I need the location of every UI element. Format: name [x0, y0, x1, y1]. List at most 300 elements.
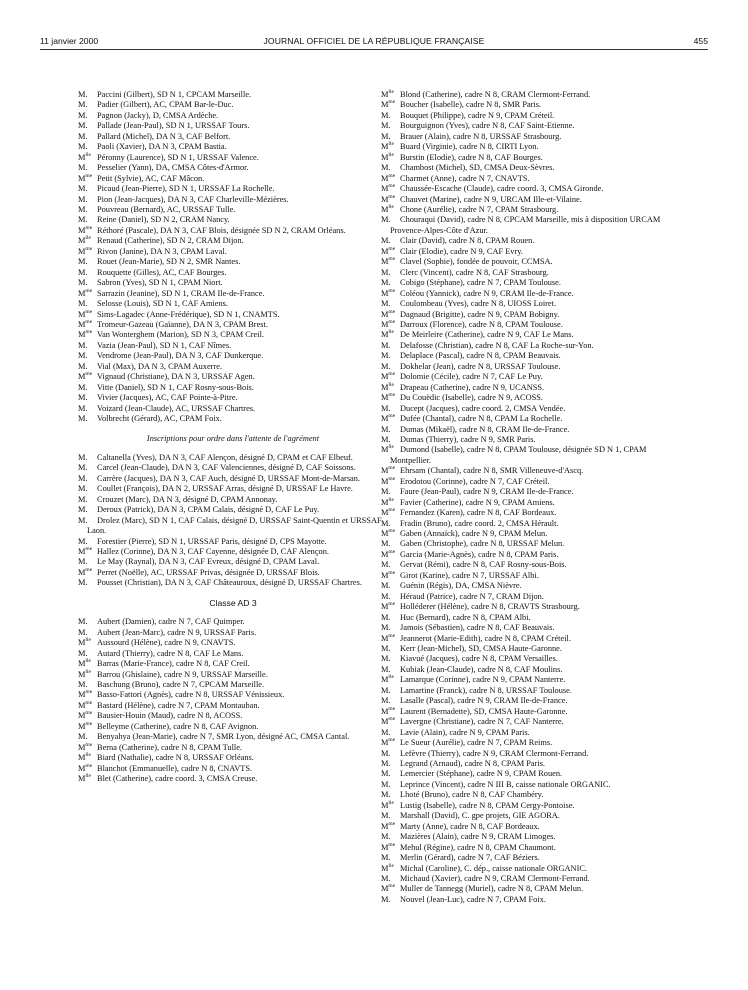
entry-text: Pagnon (Jacky), D, CMSA Ardèche.: [97, 110, 219, 120]
entry-text: Crouzet (Marc), DA N 3, désigné D, CPAM Annonay.: [97, 494, 278, 504]
list-entry: [78, 226, 388, 236]
list-entry: [381, 571, 681, 581]
list-entry: [78, 659, 388, 669]
entry-text: Péronny (Laurence), SD N 1, URSSAF Valence.: [97, 152, 259, 162]
list-entry: [381, 435, 681, 445]
honorific: $M^{me}$: [381, 841, 396, 852]
entry-text: Autard (Thierry), cadre N 8, CAF Le Mans.: [97, 648, 244, 658]
entry-text: Picaud (Jean-Pierre), SD N 1, URSSAF La Rochelle.: [97, 184, 275, 194]
list-entry: [78, 505, 388, 515]
honorific: M.: [78, 142, 88, 152]
list-entry: [381, 560, 681, 570]
entry-text: Pallard (Michel), DA N 3, CAF Belfort.: [97, 131, 231, 141]
list-entry: [78, 393, 388, 403]
entry-text: Delafosse (Christian), cadre N 8, CAF La Roche-sur-Yon.: [400, 340, 594, 350]
entry-text: Dumond (Isabelle), cadre N 8, CPAM Toulouse, désignée SD N 1, CPAM Montpellier.: [390, 445, 647, 465]
honorific: $M^{lle}$: [381, 329, 394, 340]
honorific: M.: [381, 361, 391, 371]
entry-text: Rouquette (Gilles), AC, CAF Bourges.: [97, 267, 227, 277]
list-entry: [78, 463, 388, 473]
list-entry: [381, 728, 681, 738]
honorific: M.: [381, 685, 391, 695]
entry-text: Baschung (Bruno), cadre N 7, CPCAM Marseille.: [97, 680, 265, 690]
list-entry: [381, 519, 681, 529]
list-entry: [78, 163, 388, 173]
entry-text: Buard (Virginie), cadre N 8, CIRTI Lyon.: [400, 142, 539, 152]
honorific: $M^{me}$: [78, 287, 93, 298]
list-entry: [78, 184, 388, 194]
honorific: M.: [381, 623, 391, 633]
entry-text: Carcel (Jean-Claude), DA N 3, CAF Valenciennes, désigné D, CAF Soissons.: [97, 463, 356, 473]
list-entry: [381, 843, 681, 853]
honorific: M.: [381, 894, 391, 904]
list-entry: [78, 100, 388, 110]
honorific: $M^{me}$: [381, 183, 396, 194]
entry-text: Lemercier (Stéphane), cadre N 9, CPAM Rouen.: [400, 769, 563, 779]
entry-text: Carrère (Jacques), DA N 3, CAF Auch, désigné D, URSSAF Mont-de-Marsan.: [97, 473, 361, 483]
honorific: M.: [78, 215, 88, 225]
entry-text: Cobigo (Stéphane), cadre N 7, CPAM Toulouse.: [400, 278, 561, 288]
list-entry: [78, 289, 388, 299]
honorific: M.: [381, 340, 391, 350]
honorific: $M^{me}$: [381, 705, 396, 716]
entry-text: Lefèvre (Thierry), cadre N 9, CRAM Clermont-Ferrand.: [400, 748, 589, 758]
honorific: M.: [78, 393, 88, 403]
entry-text: Volbrecht (Gérard), AC, CPAM Foix.: [97, 414, 222, 424]
list-entry: [78, 557, 388, 567]
entry-text: Marty (Anne), cadre N 8, CAF Bordeaux.: [400, 821, 540, 831]
list-entry: [78, 743, 388, 753]
entry-text: Erodotou (Corinne), cadre N 7, CAF Créteil.: [400, 476, 550, 486]
entry-text: Clair (David), cadre N 8, CPAM Rouen.: [400, 236, 535, 246]
list-entry: [381, 351, 681, 361]
entry-text: Reine (Daniel), SD N 2, CRAM Nancy.: [97, 215, 230, 225]
entry-text: Dufée (Chantal), cadre N 8, CPAM La Rochelle.: [400, 414, 563, 424]
entry-text: Tromeur-Gazeau (Gaïanne), DA N 3, CPAM Brest.: [97, 319, 268, 329]
honorific: $M^{me}$: [381, 287, 396, 298]
list-entry: [381, 749, 681, 759]
honorific: $M^{me}$: [381, 256, 396, 267]
list-entry: [381, 362, 681, 372]
entry-text: Vivier (Jacques), AC, CAF Pointe-à-Pitre.: [97, 393, 238, 403]
honorific: $M^{lle}$: [78, 752, 91, 763]
list-entry: [381, 874, 681, 884]
honorific: M.: [381, 873, 391, 883]
honorific: $M^{lle}$: [381, 444, 394, 455]
honorific: $M^{me}$: [78, 689, 93, 700]
honorific: $M^{me}$: [381, 99, 396, 110]
entry-text: Leprince (Vincent), cadre N III B, caisse nationale ORGANIC.: [400, 779, 611, 789]
honorific: M.: [381, 644, 391, 654]
list-entry: [78, 547, 388, 557]
honorific: M.: [381, 110, 391, 120]
entry-text: Aussourd (Hélène), cadre N 9, CNAVTS.: [97, 638, 236, 648]
entry-text: Paccini (Gilbert), SD N 1, CPCAM Marseille.: [97, 90, 252, 99]
entry-text: Bourguignon (Yves), cadre N 8, CAF Saint-Etienne.: [400, 121, 575, 131]
list-entry: [381, 634, 681, 644]
list-entry: [381, 414, 681, 424]
list-entry: [78, 628, 388, 638]
entry-text: Chouraqui (David), cadre N 8, CPCAM Marseille, mis à disposition URCAM Provence-Alpes-Côte d'Azur.: [390, 215, 661, 235]
entry-text: Blond (Catherine), cadre N 8, CRAM Clermont-Ferrand.: [400, 90, 591, 99]
honorific: M.: [78, 648, 88, 658]
right-column: [381, 90, 681, 905]
list-entry: [381, 425, 681, 435]
left-column: [78, 90, 388, 785]
honorific: $M^{me}$: [78, 546, 93, 557]
entry-text: Aubert (Damien), cadre N 7, CAF Quimper.: [97, 617, 245, 627]
entry-text: Nouvel (Jean-Luc), cadre N 7, CPAM Foix.: [400, 894, 546, 904]
list-entry: [381, 790, 681, 800]
entry-text: Guénin (Régis), DA, CMSA Nièvre.: [400, 581, 522, 591]
honorific: M.: [78, 536, 88, 546]
honorific: M.: [381, 727, 391, 737]
entry-text: Blet (Catherine), cadre coord. 3, CMSA Creuse.: [97, 774, 258, 784]
entry-text: Ehrsam (Chantal), cadre N 8, SMR Villeneuve-d'Ascq.: [400, 466, 584, 476]
list-entry: [78, 414, 388, 424]
entry-text: Le Sueur (Aurélie), cadre N 7, CPAM Reims.: [400, 738, 553, 748]
list-entry: [381, 174, 681, 184]
entry-text: Clerc (Vincent), cadre N 8, CAF Strasbourg.: [400, 267, 549, 277]
entry-text: Drapeau (Catherine), cadre N 9, UCANSS.: [400, 382, 545, 392]
section-heading-classe: Classe AD 3: [209, 597, 257, 608]
entry-text: Merlin (Gérard), cadre N 7, CAF Béziers.: [400, 853, 540, 863]
honorific: M.: [78, 473, 88, 483]
honorific: M.: [78, 617, 88, 627]
honorific: M.: [381, 163, 391, 173]
entry-text: Darroux (Florence), cadre N 8, CPAM Toulouse.: [400, 319, 563, 329]
honorific: M.: [78, 204, 88, 214]
entry-text: Forestier (Pierre), SD N 1, URSSAF Paris, désigné D, CPS Mayotte.: [97, 536, 327, 546]
list-entry: [78, 257, 388, 267]
honorific: $M^{me}$: [78, 246, 93, 256]
list-entry: [78, 310, 388, 320]
issue-date: 11 janvier 2000: [40, 36, 99, 46]
honorific: $M^{me}$: [381, 528, 396, 539]
list-entry: [381, 195, 681, 205]
list-entry: [78, 236, 388, 246]
entry-text: Voizard (Jean-Claude), AC, URSSAF Chartres.: [97, 403, 256, 413]
honorific: M.: [78, 340, 88, 350]
honorific: $M^{lle}$: [381, 141, 394, 152]
honorific: M.: [381, 612, 391, 622]
honorific: M.: [78, 194, 88, 204]
entry-text: Bastard (Hélène), cadre N 7, CPAM Montauban.: [97, 700, 260, 710]
honorific: M.: [381, 560, 391, 570]
list-entry: [78, 383, 388, 393]
list-entry: [381, 696, 681, 706]
entry-text: Favier (Catherine), cadre N 9, CPAM Amiens.: [400, 497, 555, 507]
honorific: M.: [78, 110, 88, 120]
list-entry: [381, 100, 681, 110]
list-entry: [78, 649, 388, 659]
entry-text: Clavel (Sophie), fondée de pouvoir, CCMSA.: [400, 257, 553, 267]
entry-text: Brauer (Alain), cadre N 8, URSSAF Strasbourg.: [400, 131, 562, 141]
list-entry: [78, 732, 388, 742]
list-entry: [78, 537, 388, 547]
entry-text: Chone (Aurélie), cadre N 7, CPAM Strasbourg.: [400, 204, 559, 214]
list-entry: [78, 670, 388, 680]
list-entry: [381, 268, 681, 278]
list-entry: [381, 822, 681, 832]
entry-text: Perret (Noëlle), AC, URSSAF Privas, désignée D, URSSAF Blois.: [97, 567, 320, 577]
entry-text: Du Couëdic (Isabelle), cadre N 9, ACOSS.: [400, 393, 543, 403]
entry-text: Fradin (Bruno), cadre coord. 2, CMSA Hérault.: [400, 518, 559, 528]
honorific: M.: [381, 759, 391, 768]
entry-text: Rouet (Jean-Marie), SD N 2, SMR Nantes.: [97, 257, 241, 267]
honorific: $M^{me}$: [381, 570, 396, 580]
list-entry: [381, 278, 681, 288]
honorific: M.: [381, 434, 391, 444]
entry-text: Huc (Bernard), cadre N 8, CPAM Albi.: [400, 612, 531, 622]
honorific: $M^{me}$: [381, 413, 396, 424]
list-entry: [78, 121, 388, 131]
honorific: $M^{me}$: [78, 172, 93, 183]
honorific: M.: [78, 403, 88, 413]
entry-text: Bouquet (Philippe), cadre N 9, CPAM Créteil.: [400, 110, 555, 120]
list-entry: [78, 638, 388, 648]
entry-text: Gaben (Annaïck), cadre N 9, CPAM Melun.: [400, 529, 548, 539]
honorific: $M^{lle}$: [78, 658, 91, 669]
list-entry: [381, 289, 681, 299]
honorific: $M^{lle}$: [381, 89, 394, 99]
list-entry: [381, 132, 681, 142]
entry-text: Chambost (Michel), SD, CMSA Deux-Sèvres.: [400, 163, 555, 173]
entry-text: Vazia (Jean-Paul), SD N 1, CAF Nîmes.: [97, 340, 232, 350]
honorific: M.: [381, 696, 391, 706]
list-entry: [78, 453, 388, 463]
honorific: $M^{me}$: [78, 371, 93, 382]
honorific: M.: [381, 121, 391, 131]
entry-text: Michal (Caroline), C. dép., caisse nationale ORGANIC.: [400, 863, 587, 873]
honorific: M.: [78, 100, 88, 110]
list-entry: [381, 592, 681, 602]
honorific: $M^{me}$: [78, 319, 93, 329]
list-entry: [78, 701, 388, 711]
entry-text: Lamarque (Corinne), cadre N 9, CPAM Nanterre.: [400, 675, 566, 685]
entry-text: Barrou (Ghislaine), cadre N 9, URSSAF Marseille.: [97, 669, 268, 679]
entry-text: Berna (Catherine), cadre N 8, CPAM Tulle.: [97, 742, 242, 752]
list-entry: [78, 568, 388, 578]
entry-text: Pouvreau (Bernard), AC, URSSAF Tulle.: [97, 204, 236, 214]
list-entry: [78, 578, 388, 588]
honorific: $M^{me}$: [78, 710, 93, 721]
list-entry: [381, 111, 681, 121]
list-entry: [78, 278, 388, 288]
entry-text: Lavergne (Christiane), cadre N 7, CAF Nanterre.: [400, 717, 564, 727]
entry-text: Benyahya (Jean-Marie), cadre N 7, SMR Lyon, désigné AC, CMSA Cantal.: [97, 732, 350, 742]
journal-title: JOURNAL OFFICIEL DE LA RÉPUBLIQUE FRANÇAISE: [263, 36, 485, 46]
list-entry: [78, 711, 388, 721]
honorific: $M^{me}$: [381, 465, 396, 476]
honorific: M.: [78, 414, 88, 424]
entry-text: Rivon (Janine), DA N 3, CPAM Laval.: [97, 246, 227, 256]
honorific: $M^{lle}$: [381, 674, 394, 685]
entry-text: Jeannerot (Marie-Edith), cadre N 8, CPAM Créteil.: [400, 633, 571, 643]
list-entry: [381, 717, 681, 727]
list-entry: [78, 111, 388, 121]
entry-text: Fernandez (Karen), cadre N 8, CAF Bordeaux.: [400, 508, 557, 518]
entry-text: Boucher (Isabelle), cadre N 8, SMR Paris.: [400, 100, 542, 110]
honorific: M.: [381, 654, 391, 664]
list-entry: [381, 529, 681, 539]
list-entry: [381, 832, 681, 842]
list-entry: [381, 665, 681, 675]
list-entry: [381, 310, 681, 320]
entry-text: Legrand (Arnaud), cadre N 8, CPAM Paris.: [400, 759, 545, 768]
honorific: $M^{me}$: [381, 820, 396, 831]
list-entry: [78, 351, 388, 361]
entry-text: Aubert (Jean-Marc), cadre N 9, URSSAF Paris.: [97, 627, 257, 637]
entry-text: Lavie (Alain), cadre N 9, CPAM Paris.: [400, 727, 530, 737]
honorific: M.: [381, 790, 391, 800]
list-entry: [381, 184, 681, 194]
entry-text: Ducept (Jacques), cadre coord. 2, CMSA Vendée.: [400, 403, 566, 413]
list-entry: [381, 623, 681, 633]
honorific: $M^{me}$: [78, 308, 93, 319]
honorific: M.: [78, 163, 88, 173]
entry-text: Le May (Raynal), DA N 3, CAF Evreux, désigné D, CPAM Laval.: [97, 557, 320, 567]
list-entry: [381, 539, 681, 549]
list-entry: [78, 132, 388, 142]
honorific: $M^{me}$: [381, 883, 396, 894]
list-entry: [381, 247, 681, 257]
honorific: $M^{lle}$: [78, 637, 91, 648]
honorific: $M^{me}$: [381, 319, 396, 329]
honorific: M.: [78, 463, 88, 473]
honorific: M.: [381, 769, 391, 779]
list-entry: [381, 393, 681, 403]
entry-text: Girot (Karine), cadre N 7, URSSAF Albi.: [400, 570, 539, 580]
entry-text: Gaben (Christophe), cadre N 8, URSSAF Melun.: [400, 539, 565, 549]
list-entry: [381, 215, 681, 236]
entry-text: Sims-Lagadec (Anne-Frédérique), SD N 1, CNAMTS.: [97, 309, 280, 319]
list-entry: [381, 550, 681, 560]
list-entry: [78, 516, 388, 537]
entry-text: Sarrazin (Jeanine), SD N 1, CRAM Ile-de-France.: [97, 288, 265, 298]
honorific: M.: [381, 832, 391, 842]
honorific: $M^{me}$: [381, 193, 396, 204]
list-entry: [78, 268, 388, 278]
list-entry: [381, 477, 681, 487]
entry-text: Padier (Gilbert), AC, CPAM Bar-le-Duc.: [97, 100, 234, 110]
honorific: $M^{me}$: [78, 225, 93, 235]
entry-text: Sabron (Yves), SD N 1, CPAM Niort.: [97, 278, 223, 288]
honorific: $M^{me}$: [381, 507, 396, 518]
entry-text: Faure (Jean-Paul), cadre N 9, CRAM Ile-de-France.: [400, 487, 574, 497]
list-entry: [78, 142, 388, 152]
entry-text: Kubiak (Jean-Claude), cadre N 8, CAF Moulins.: [400, 664, 563, 674]
entry-text: Marshall (David), C. gpe projets, GIE AGORA.: [400, 811, 560, 821]
list-entry: [78, 690, 388, 700]
list-entry: [381, 330, 681, 340]
list-entry: [78, 90, 388, 100]
honorific: M.: [381, 664, 391, 674]
honorific: M.: [381, 351, 391, 361]
entry-text: Jamois (Sébastien), cadre N 8, CAF Beauvais.: [400, 623, 555, 633]
honorific: M.: [381, 591, 391, 601]
honorific: M.: [78, 578, 88, 588]
list-entry: [381, 738, 681, 748]
list-entry: [381, 864, 681, 874]
entry-text: Barras (Marie-France), cadre N 8, CAF Creil.: [97, 659, 250, 669]
list-entry: [381, 811, 681, 821]
entry-text: Coullet (François), DA N 2, URSSAF Arras, désigné D, URSSAF Le Havre.: [97, 484, 353, 494]
entry-text: Héraud (Patrice), cadre N 7, CRAM Dijon.: [400, 591, 544, 601]
honorific: M.: [78, 505, 88, 515]
list-entry: [381, 404, 681, 414]
list-entry: [381, 759, 681, 769]
list-entry: [381, 654, 681, 664]
honorific: M.: [78, 494, 88, 504]
entry-text: Vendrome (Jean-Paul), DA N 3, CAF Dunkerque.: [97, 351, 264, 361]
honorific: M.: [381, 215, 391, 225]
list-entry: [78, 474, 388, 484]
entry-text: Paoli (Xavier), DA N 3, CPAM Bastia.: [97, 142, 227, 152]
entry-text: Caltanella (Yves), DA N 3, CAF Alençon, désigné D, CPAM et CAF Elbeuf.: [97, 452, 353, 462]
list-entry: [381, 383, 681, 393]
entry-text: Lasalle (Pascal), cadre N 9, CRAM Ile-de-France.: [400, 696, 568, 706]
list-entry: [381, 613, 681, 623]
list-entry: [381, 466, 681, 476]
list-entry: [381, 142, 681, 152]
list-entry: [78, 495, 388, 505]
honorific: M.: [381, 267, 391, 277]
entry-text: Delaplace (Pascal), cadre N 8, CPAM Beauvais.: [400, 351, 561, 361]
list-entry: [78, 753, 388, 763]
honorific: $M^{lle}$: [78, 668, 91, 679]
entry-text: Pion (Jean-Jacques), DA N 3, CAF Charleville-Mézières.: [97, 194, 289, 204]
entry-text: Dumas (Thierry), cadre N 9, SMR Paris.: [400, 434, 536, 444]
entry-text: Chaussée-Escache (Claude), cadre coord. 3, CMSA Gironde.: [400, 184, 604, 194]
entry-text: Blanchot (Emmanuelle), cadre N 8, CNAVTS.: [97, 763, 253, 773]
honorific: $M^{me}$: [78, 329, 93, 340]
list-entry: [78, 320, 388, 330]
list-entry: [78, 205, 388, 215]
honorific: M.: [381, 424, 391, 434]
page-header: [40, 36, 708, 50]
entry-text: Coulombeau (Yves), cadre N 8, UIOSS Loiret.: [400, 299, 557, 309]
list-entry: [78, 484, 388, 494]
header-rule: [40, 49, 708, 50]
entry-text: Charmet (Anne), cadre N 7, CNAVTS.: [400, 173, 530, 183]
list-entry: [78, 680, 388, 690]
list-entry: [381, 90, 681, 100]
entry-text: Lamartine (Franck), cadre N 8, URSSAF Toulouse.: [400, 685, 572, 695]
honorific: M.: [381, 539, 391, 549]
list-entry: [78, 247, 388, 257]
honorific: M.: [78, 361, 88, 371]
entry-text: Coléou (Yannick), cadre N 9, CRAM Ile-de-France.: [400, 288, 574, 298]
list-entry: [381, 487, 681, 497]
entry-text: De Meirleire (Catherine), cadre N 9, CAF Le Mans.: [400, 330, 574, 340]
honorific: M.: [381, 131, 391, 141]
honorific: M.: [78, 267, 88, 277]
list-entry: [381, 498, 681, 508]
honorific: M.: [78, 257, 88, 267]
entry-text: Basso-Fattori (Agnès), cadre N 8, URSSAF Vénissieux.: [97, 690, 285, 700]
entry-text: Muller de Tannegg (Muriel), cadre N 8, CPAM Melun.: [400, 884, 584, 894]
honorific: $M^{lle}$: [381, 862, 394, 873]
honorific: M.: [381, 811, 391, 821]
honorific: $M^{me}$: [381, 308, 396, 319]
entry-text: Dokhelar (Jean), cadre N 8, URSSAF Toulouse.: [400, 361, 561, 371]
list-entry: [78, 341, 388, 351]
list-entry: [381, 581, 681, 591]
list-entry: [78, 774, 388, 784]
entry-text: Pesselier (Yann), DA, CMSA Côtes-d'Armor.: [97, 163, 249, 173]
list-entry: [381, 299, 681, 309]
